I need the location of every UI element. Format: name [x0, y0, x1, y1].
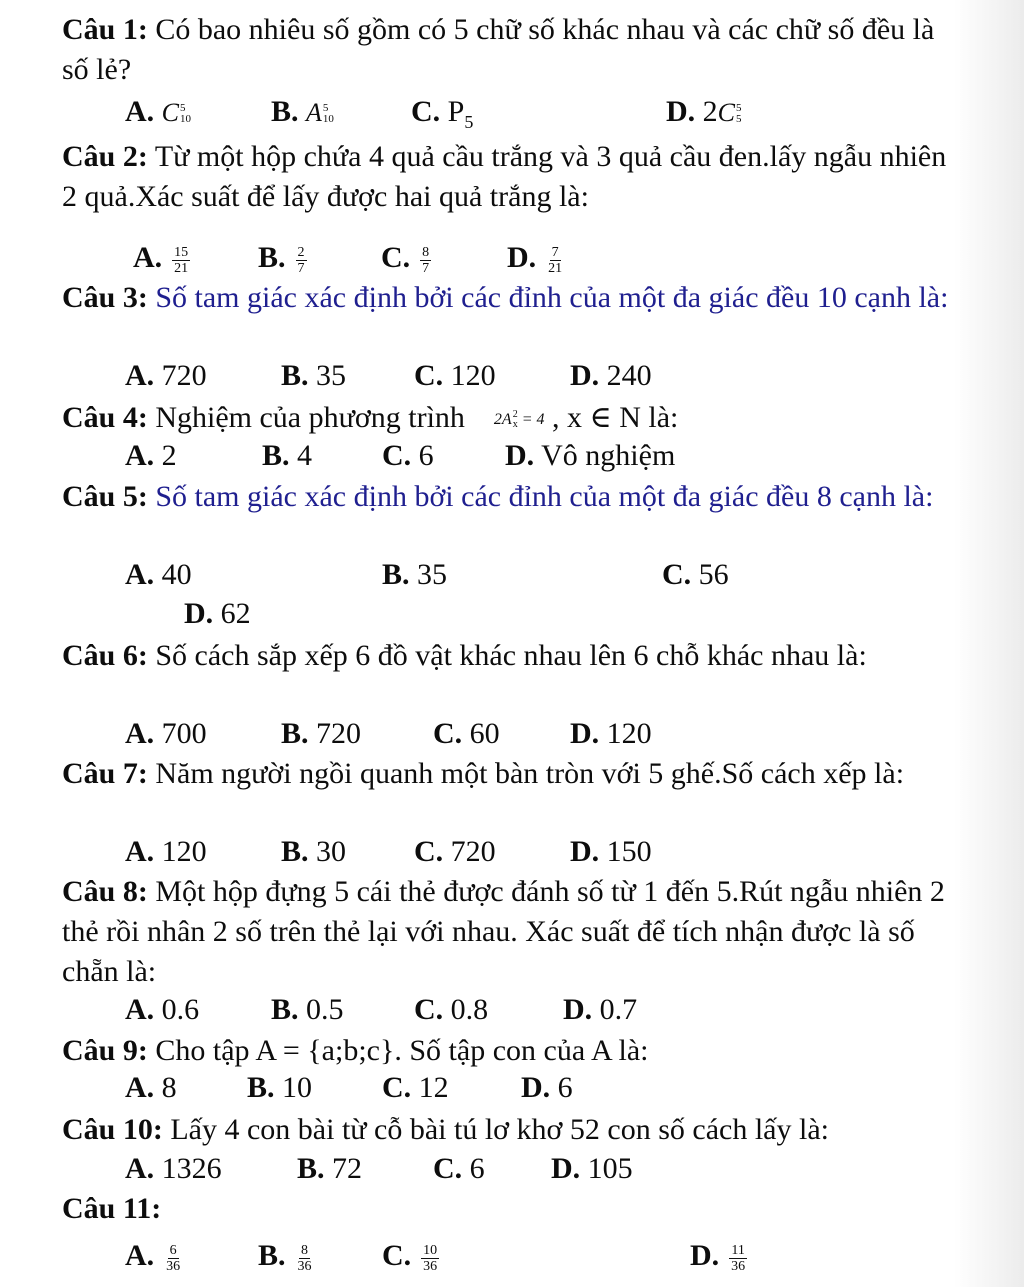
- question-10-options: [0, 1149, 1024, 1189]
- question-6: [62, 636, 967, 676]
- option-a[interactable]: A. $\frac{15}{21}$: [133, 241, 189, 276]
- question-text: Số tam giác xác định bởi các đỉnh của một đa giác đều 8 cạnh là:: [155, 480, 934, 513]
- question-label: Câu 4:: [62, 401, 148, 434]
- question-label: Câu 11:: [62, 1192, 162, 1225]
- option-d[interactable]: D. 240: [570, 359, 652, 392]
- question-4: [62, 398, 967, 440]
- question-text: Nghiệm của phương trình: [155, 401, 465, 434]
- option-c[interactable]: C. $P_5$: [411, 95, 474, 132]
- question-9: [62, 1031, 967, 1071]
- option-c[interactable]: C. $\frac{8}{7}$: [381, 241, 430, 276]
- option-a[interactable]: A. 1326: [125, 1152, 222, 1185]
- option-d[interactable]: D. 6: [521, 1071, 573, 1104]
- option-b[interactable]: B. 0.5: [271, 993, 344, 1026]
- option-a[interactable]: A. 0.6: [125, 993, 200, 1026]
- option-b[interactable]: B. 72: [297, 1152, 363, 1185]
- question-5-options-row1: [0, 555, 1024, 595]
- question-label: Câu 8:: [62, 875, 148, 908]
- question-3-options: [0, 356, 1024, 396]
- option-d[interactable]: D. 0.7: [563, 993, 638, 1026]
- question-text: Số cách sắp xếp 6 đồ vật khác nhau lên 6 chỗ khác nhau là:: [155, 639, 867, 672]
- question-text: Một hộp đựng 5 cái thẻ được đánh số từ 1 đến 5.Rút ngẫu nhiên 2 thẻ rồi nhân 2 số trên thẻ lại với nhau. Xác suất để tích nhận được là số chẵn là:: [62, 875, 945, 988]
- question-4-options: [0, 436, 1024, 476]
- option-d[interactable]: D. Vô nghiệm: [505, 439, 676, 472]
- option-a[interactable]: A. 8: [125, 1071, 177, 1104]
- question-11: [62, 1189, 967, 1229]
- option-b[interactable]: B. $\frac{2}{7}$: [258, 241, 305, 276]
- question-2: [62, 137, 967, 217]
- question-label: Câu 10:: [62, 1113, 163, 1146]
- question-text: Năm người ngồi quanh một bàn tròn với 5 ghế.Số cách xếp là:: [155, 757, 905, 790]
- question-label: Câu 1:: [62, 13, 148, 46]
- option-b[interactable]: B. 10: [247, 1071, 313, 1104]
- question-1-options: [0, 92, 1024, 132]
- question-label: Câu 2:: [62, 140, 148, 173]
- option-c[interactable]: C. 720: [414, 835, 496, 868]
- question-5-options-row2: [0, 594, 1024, 634]
- option-a[interactable]: A. C 5 10: [125, 95, 192, 128]
- question-6-options: [0, 714, 1024, 754]
- question-7: [62, 754, 967, 794]
- question-label: Câu 7:: [62, 757, 148, 790]
- question-text: Từ một hộp chứa 4 quả cầu trắng và 3 quả cầu đen.lấy ngẫu nhiên 2 quả.Xác suất để lấy được hai quả trắng là:: [62, 140, 947, 213]
- question-3: [62, 278, 967, 318]
- option-c[interactable]: C. 6: [433, 1152, 485, 1185]
- option-b[interactable]: B. 4: [262, 439, 313, 472]
- option-b[interactable]: B. $\frac{8}{36}$: [258, 1239, 312, 1274]
- question-label: Câu 6:: [62, 639, 148, 672]
- option-c[interactable]: C. 0.8: [414, 993, 489, 1026]
- option-d[interactable]: D. 2C 5 5: [666, 95, 742, 128]
- question-10: [62, 1110, 967, 1150]
- option-d[interactable]: D. 120: [570, 717, 652, 750]
- option-b[interactable]: B. 35: [281, 359, 347, 392]
- question-9-options: [0, 1068, 1024, 1108]
- option-a[interactable]: A. 2: [125, 439, 177, 472]
- option-d[interactable]: D. $\frac{11}{36}$: [690, 1239, 746, 1274]
- question-11-options: [0, 1236, 1024, 1276]
- question-label: Câu 3:: [62, 281, 148, 314]
- question-1: [62, 10, 967, 90]
- option-b[interactable]: B. 35: [382, 558, 448, 591]
- option-c[interactable]: C. 56: [662, 558, 729, 591]
- option-d[interactable]: D. 105: [551, 1152, 633, 1185]
- option-c[interactable]: C. $\frac{10}{36}$: [382, 1239, 438, 1274]
- question-2-options: [0, 238, 1024, 278]
- option-b[interactable]: B. 720: [281, 717, 362, 750]
- option-a[interactable]: A. 40: [125, 558, 192, 591]
- option-b[interactable]: B. 30: [281, 835, 347, 868]
- question-text: Lấy 4 con bài từ cỗ bài tú lơ khơ 52 con số cách lấy là:: [170, 1113, 829, 1146]
- option-c[interactable]: C. 12: [382, 1071, 449, 1104]
- option-d[interactable]: D. $\frac{7}{21}$: [507, 241, 563, 276]
- question-8-options: [0, 990, 1024, 1030]
- option-c[interactable]: C. 60: [433, 717, 500, 750]
- option-a[interactable]: A. $\frac{6}{36}$: [125, 1239, 181, 1274]
- option-b[interactable]: B. A 5 10: [271, 95, 334, 128]
- question-7-options: [0, 832, 1024, 872]
- question-8: [62, 872, 967, 992]
- option-c[interactable]: C. 6: [382, 439, 434, 472]
- option-d[interactable]: D. 150: [570, 835, 652, 868]
- option-c[interactable]: C. 120: [414, 359, 496, 392]
- option-d[interactable]: D. 62: [184, 597, 251, 630]
- question-5: [62, 477, 967, 517]
- question-text: Có bao nhiêu số gồm có 5 chữ số khác nhau và các chữ số đều là số lẻ?: [62, 13, 935, 86]
- question-label: Câu 9:: [62, 1034, 148, 1067]
- equation: 2A 2 x = 4: [493, 409, 545, 431]
- option-a[interactable]: A. 120: [125, 835, 207, 868]
- question-text: Cho tập A = {a;b;c}. Số tập con của A là:: [155, 1034, 649, 1067]
- question-label: Câu 5:: [62, 480, 148, 513]
- option-a[interactable]: A. 700: [125, 717, 207, 750]
- question-text-post: , x ∈ N là:: [552, 401, 679, 434]
- question-text: Số tam giác xác định bởi các đỉnh của một đa giác đều 10 cạnh là:: [155, 281, 949, 314]
- option-a[interactable]: A. 720: [125, 359, 207, 392]
